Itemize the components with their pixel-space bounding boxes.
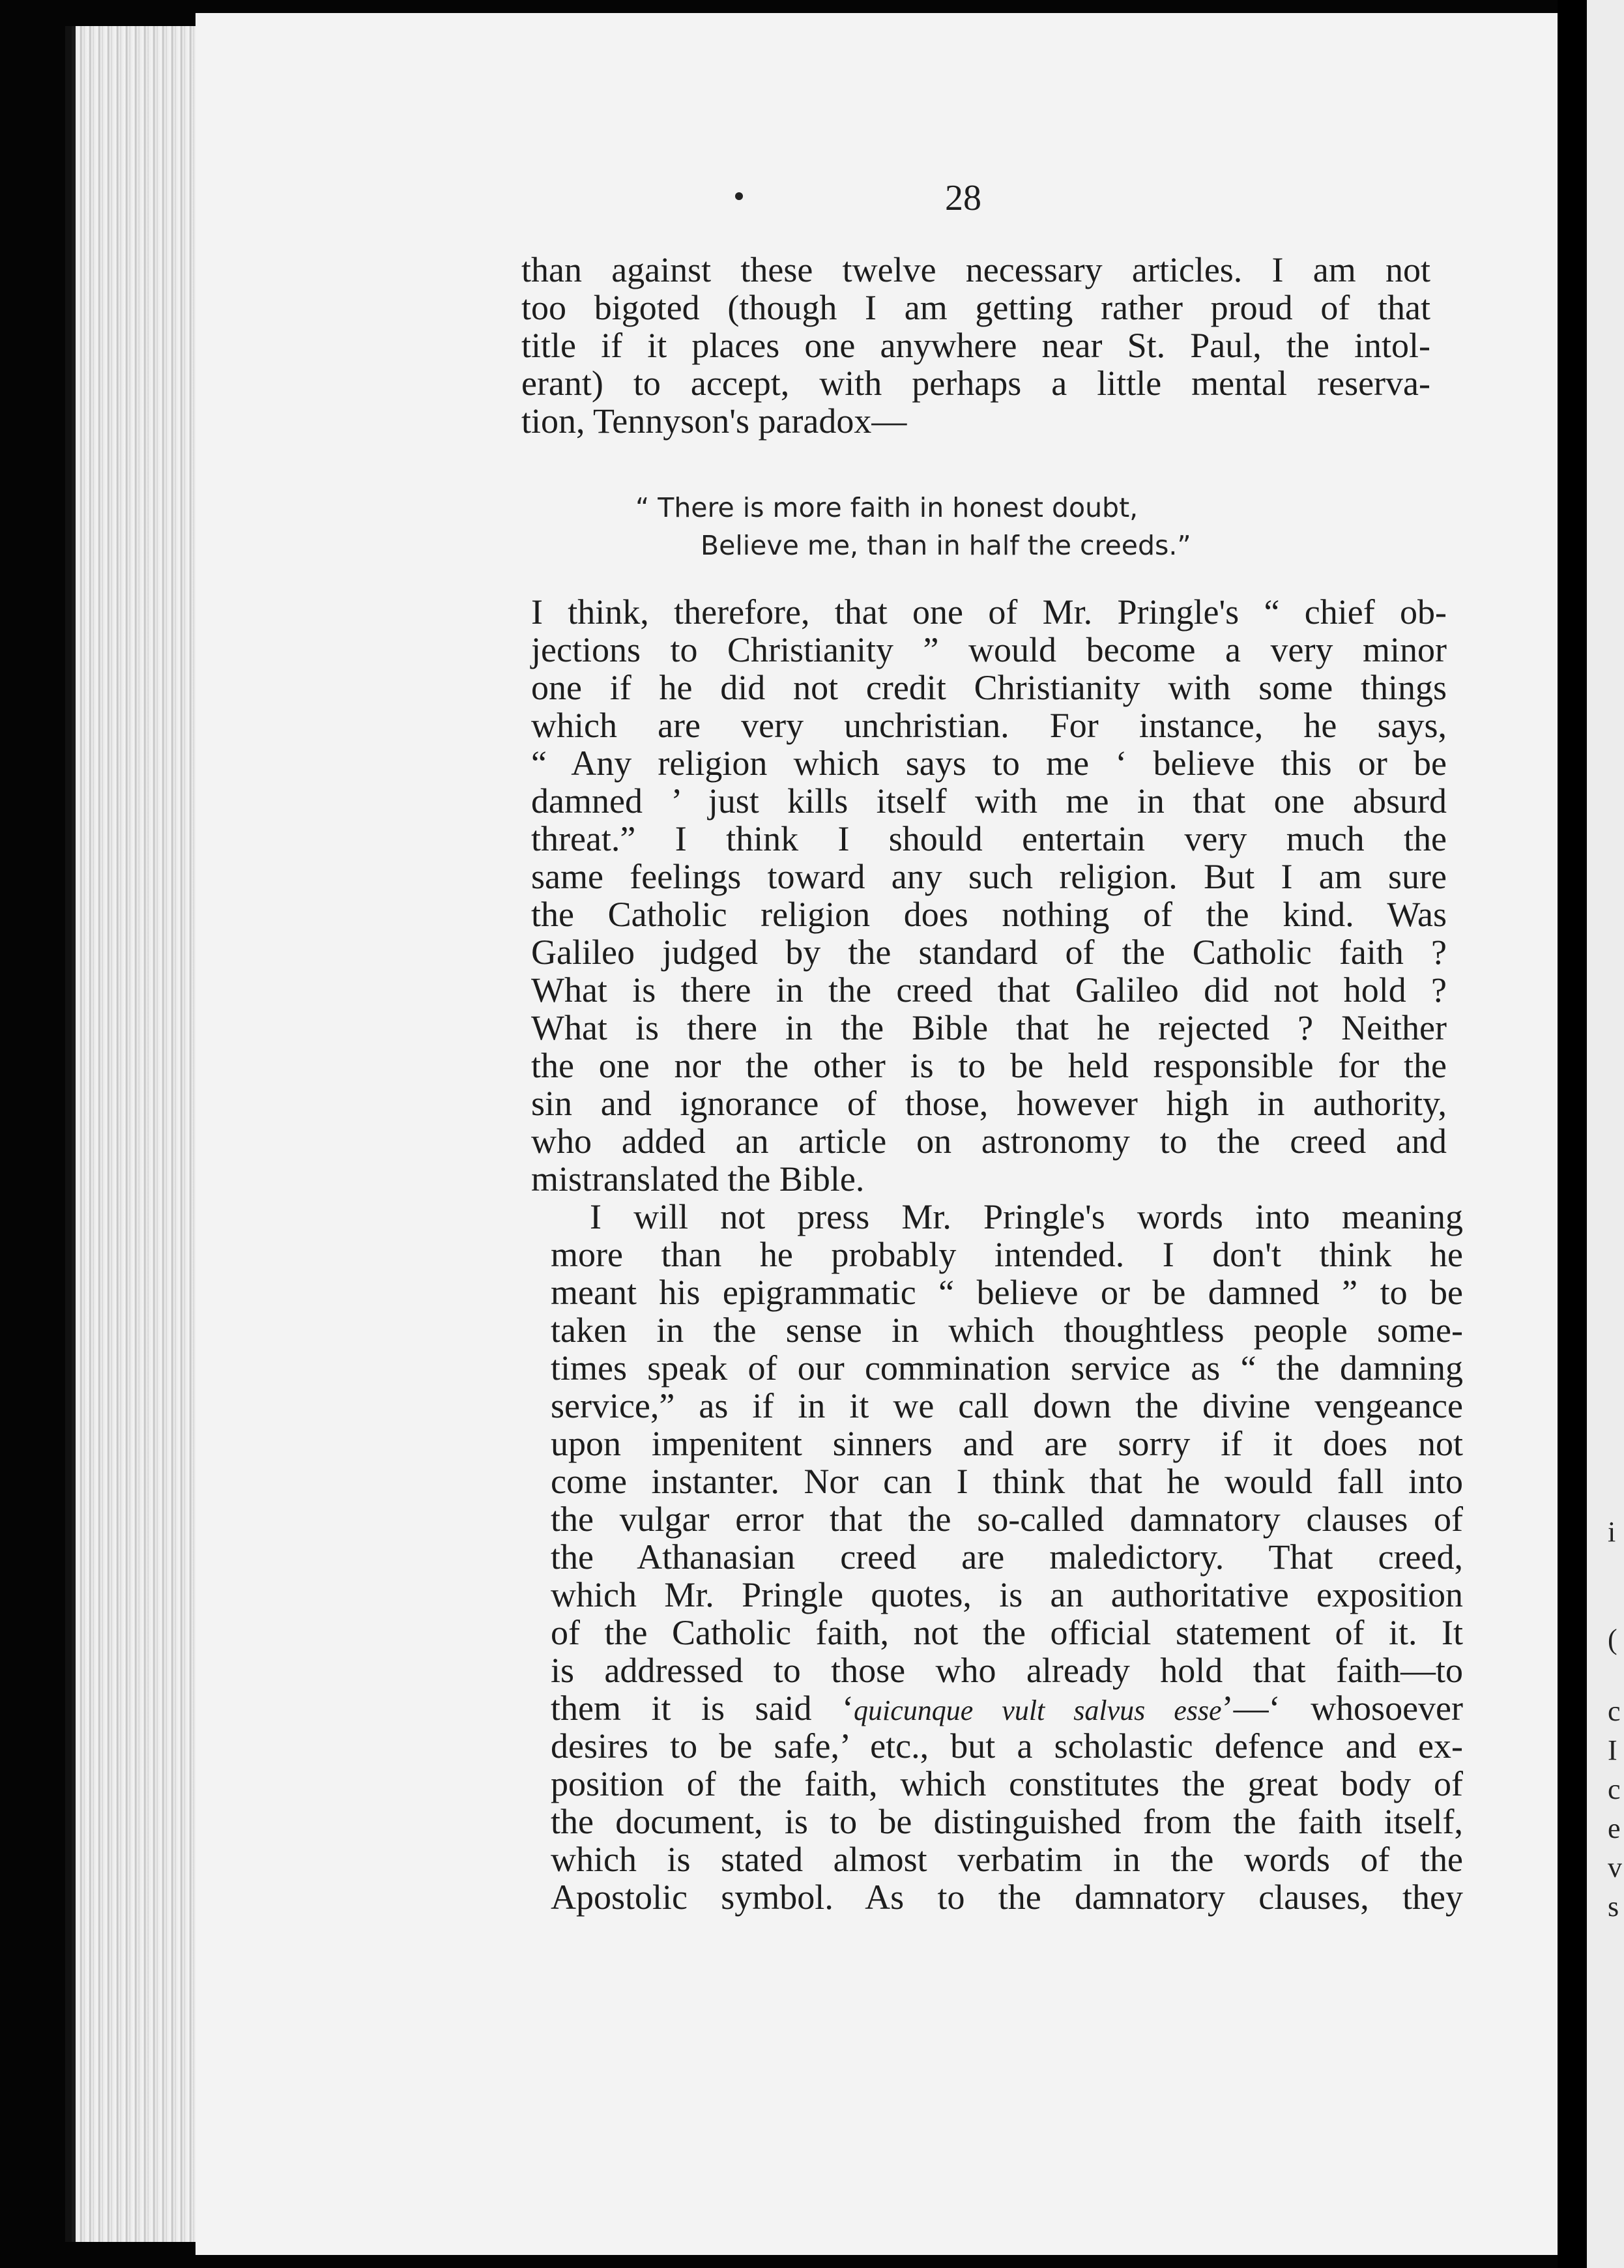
next-page-fragment: s [1608,1891,1619,1923]
text-line: the vulgar error that the so-called damnatory clauses of [551,1500,1463,1539]
latin-text-line [551,1689,1463,1727]
page-edges [72,26,212,2242]
text-line: desires to be safe,’ etc., but a scholastic defence and ex- [551,1726,1463,1766]
text-line: sin and ignorance of those, however high in authority, [531,1084,1447,1123]
book-gutter [1558,0,1587,2268]
text-line: I think, therefore, that one of Mr. Pringle's “ chief ob- [531,592,1447,632]
next-page-fragment: e [1608,1812,1621,1844]
text-line: come instanter. Nor can I think that he would fall into [551,1462,1463,1501]
text-line: which is stated almost verbatim in the words of the [551,1840,1463,1879]
latin-line-before: them it is said ‘ [551,1689,854,1728]
text-line: which Mr. Pringle quotes, is an authoritative exposition [551,1575,1463,1614]
paragraph-2 [531,593,1447,1198]
text-line: than against these twelve necessary articles. I am not [521,250,1430,289]
text-line: jections to Christianity ” would become a very minor [531,630,1447,669]
ink-dot [735,192,743,200]
text-line: taken in the sense in which thoughtless people some- [551,1311,1463,1350]
next-page-fragment: i [1608,1516,1616,1548]
text-line: who added an article on astronomy to the creed and [531,1122,1447,1161]
next-page-fragment: c [1608,1773,1621,1805]
next-page-fragment: ( [1608,1623,1617,1655]
text-line: is addressed to those who already hold that faith—to [551,1651,1463,1690]
text-line: one if he did not credit Christianity with some things [531,668,1447,707]
text-line: title if it places one anywhere near St. Paul, the intol- [521,326,1430,365]
text-line: upon impenitent sinners and are sorry if it does not [551,1424,1463,1463]
text-line: tion, Tennyson's paradox— [521,401,907,441]
text-line: “ Any religion which says to me ‘ believe this or be [531,744,1447,783]
text-line: What is there in the creed that Galileo did not hold ? [531,970,1447,1010]
text-line: same feelings toward any such religion. But I am sure [531,857,1447,896]
latin-phrase: quicunque vult salvus esse [854,1694,1222,1726]
next-page-sliver [1587,0,1624,2268]
quotation-line: Believe me, than in half the creeds.” [701,530,1191,561]
text-line: damned ’ just kills itself with me in that one absurd [531,781,1447,821]
text-line: meant his epigrammatic “ believe or be damned ” to be [551,1273,1463,1312]
text-line: erant) to accept, with perhaps a little mental reserva- [521,364,1430,403]
next-page-fragment: c [1608,1695,1621,1727]
text-line: which are very unchristian. For instance, he says, [531,706,1447,745]
text-line: the Catholic religion does nothing of the kind. Was [531,895,1447,934]
text-line: more than he probably intended. I don't think he [551,1235,1463,1274]
next-page-fragment: v [1608,1852,1622,1883]
tennyson-quotation [635,489,1254,564]
text-line: Apostolic symbol. As to the damnatory clauses, they [551,1878,1463,1917]
text-line: mistranslated the Bible. [531,1159,865,1199]
text-line: too bigoted (though I am getting rather proud of that [521,288,1430,327]
text-line: threat.” I think I should entertain very much the [531,819,1447,858]
paragraph-3 [551,1198,1463,1916]
text-line: the document, is to be distinguished from the faith itself, [551,1802,1463,1841]
latin-line-after: ’—‘ whosoever [1221,1689,1463,1728]
text-line: I will not press Mr. Pringle's words into meaning [590,1197,1463,1236]
quotation-line: “ There is more faith in honest doubt, [635,492,1138,523]
text-line: What is there in the Bible that he rejected ? Neither [531,1008,1447,1047]
text-line: service,” as if in it we call down the divine vengeance [551,1386,1463,1425]
text-line: the one nor the other is to be held responsible for the [531,1046,1447,1085]
paragraph-1 [521,251,1430,440]
text-line: position of the faith, which constitutes the great body of [551,1764,1463,1803]
text-line: the Athanasian creed are maledictory. That creed, [551,1537,1463,1577]
page-number: 28 [945,178,981,218]
text-line: of the Catholic faith, not the official statement of it. It [551,1613,1463,1652]
next-page-fragment: I [1608,1734,1617,1766]
text-line: times speak of our commination service as “ the damning [551,1348,1463,1388]
text-line: Galileo judged by the standard of the Catholic faith ? [531,933,1447,972]
